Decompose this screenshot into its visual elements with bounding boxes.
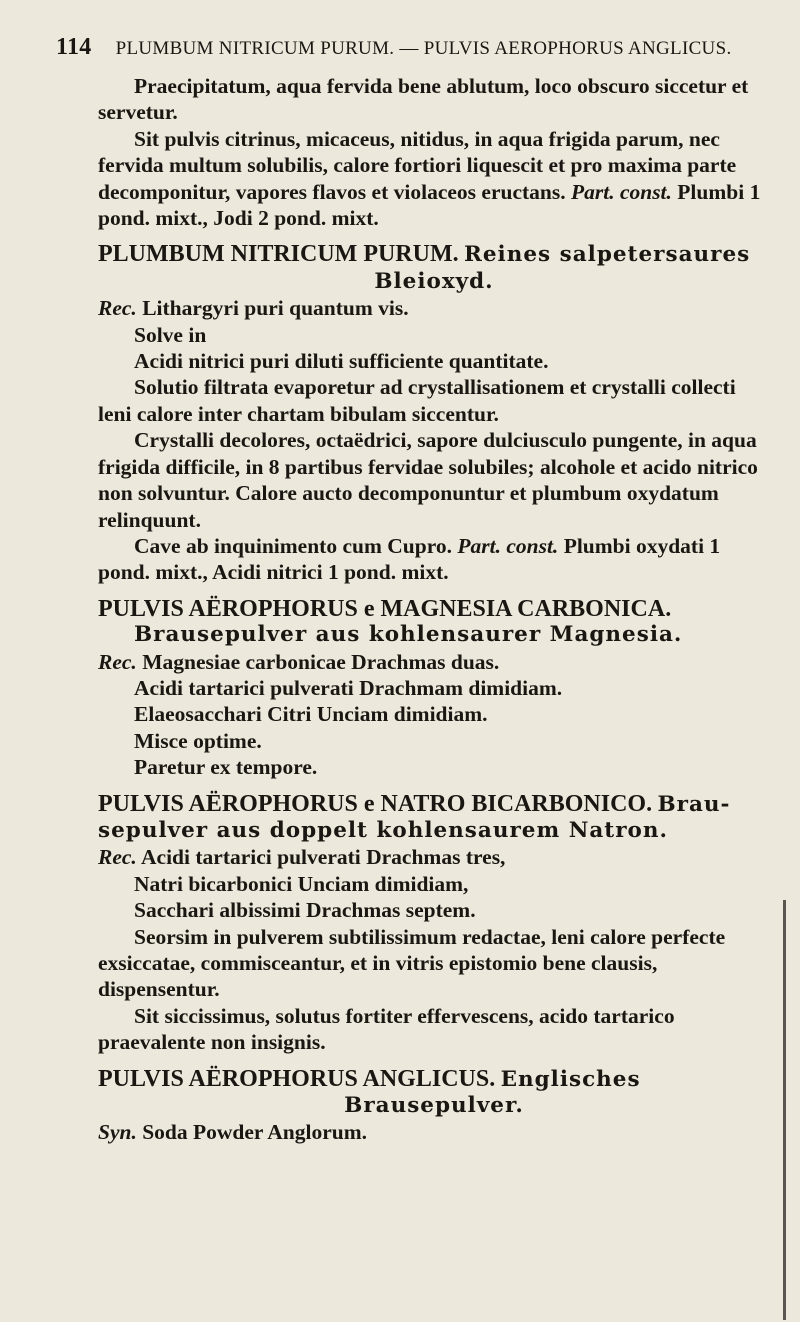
page-body (98, 73, 770, 1146)
part-const-label: Part. const. (457, 533, 559, 558)
paragraph: Cave ab inquinimento cum Cupro. Part. const. Plumbi oxydati 1 pond. mixt., Acidi nitrici 1 pond. mixt. (98, 533, 721, 585)
paragraph: Seorsim in pulverem subtilissimum redactae, leni calore perfecte exsiccatae, commisceantur, et in vitris epistomio bene clausis, dispensentur. (98, 924, 726, 1002)
paragraph: Solutio filtrata evaporetur ad crystallisationem et crystalli collecti leni calore inter chartam bibulam siccentur. (98, 375, 736, 426)
syn-label: Syn. (98, 1120, 137, 1145)
section-title: PULVIS AËROPHORUS ANGLICUS. (98, 1065, 496, 1092)
recipe-line: Rec. Lithargyri puri quantum vis. (98, 296, 409, 321)
rec-label: Rec. (98, 296, 137, 321)
german-name-continued: Bleioxyd. (374, 268, 494, 294)
recipe-line: Acidi nitrici puri diluti sufficiente quantitate. (134, 349, 549, 374)
recipe-line: Acidi tartarici pulverati Drachmam dimidiam. (134, 675, 563, 700)
recipe-line: Natri bicarbonici Unciam dimidiam, (134, 871, 469, 896)
section-heading (98, 1066, 770, 1093)
page-edge-shadow (783, 900, 786, 1320)
german-name-continued: sepulver aus doppelt kohlensaurem Natron. (98, 817, 669, 843)
section-title: PULVIS AËROPHORUS e NATRO BICARBONICO. (98, 790, 653, 817)
recipe-line: Sacchari albissimi Drachmas septem. (134, 898, 476, 923)
paragraph: Praecipitatum, aqua fervida bene ablutum, loco obscuro siccetur et servetur. (98, 74, 749, 125)
recipe-line: Rec. Magnesiae carbonicae Drachmas duas. (98, 649, 500, 674)
german-name-continued: Brausepulver. (344, 1093, 524, 1119)
paragraph: Sit pulvis citrinus, micaceus, nitidus, in aqua frigida parum, nec fervida multum solubilis, calore fortiori liquescit et pro maxima parte decomponitur, vapores flavos et violaceos eructans. Part. const. Plumbi 1 pond. mixt., Jodi 2 pond. mixt. (98, 126, 761, 231)
running-head: PLUMBUM NITRICUM PURUM. — PULVIS AEROPHORUS ANGLICUS. (115, 38, 732, 59)
recipe-line: Elaeosacchari Citri Unciam dimidiam. (134, 702, 488, 727)
recipe-line: Misce optime. (134, 728, 262, 753)
synonym-line: Syn. Soda Powder Anglorum. (98, 1120, 368, 1145)
part-const-label: Part. const. (570, 179, 672, 204)
recipe-line: Rec. Acidi tartarici pulverati Drachmas tres, (98, 845, 506, 870)
section-title: PLUMBUM NITRICUM PURUM. (98, 241, 459, 268)
paragraph: Sit siccissimus, solutus fortiter effervescens, acido tartarico praevalente non insignis. (98, 1003, 675, 1055)
page-number: 114 (56, 34, 92, 60)
recipe-line: Solve in (134, 322, 207, 347)
german-name: Brausepulver aus kohlensaurer Magnesia. (134, 622, 683, 648)
paragraph: Crystalli decolores, octaëdrici, sapore dulciusculo pungente, in aqua frigida difficile, in 8 partibus fervidae solubiles; alcohole et acido nitrico non solvuntur. Calore aucto decomponuntur et plumbum oxydatum relinquunt. (98, 428, 758, 532)
rec-label: Rec. (98, 649, 137, 674)
german-name: Englisches (500, 1066, 641, 1092)
section-heading (98, 791, 770, 818)
rec-label: Rec. (98, 845, 137, 870)
german-name: Reines salpetersaures (464, 242, 751, 268)
section-heading (98, 241, 770, 268)
running-header (56, 34, 762, 61)
german-name: Brau- (657, 791, 731, 817)
section-title: PULVIS AËROPHORUS e MAGNESIA CARBONICA. (98, 595, 672, 622)
recipe-line: Paretur ex tempore. (134, 755, 318, 780)
